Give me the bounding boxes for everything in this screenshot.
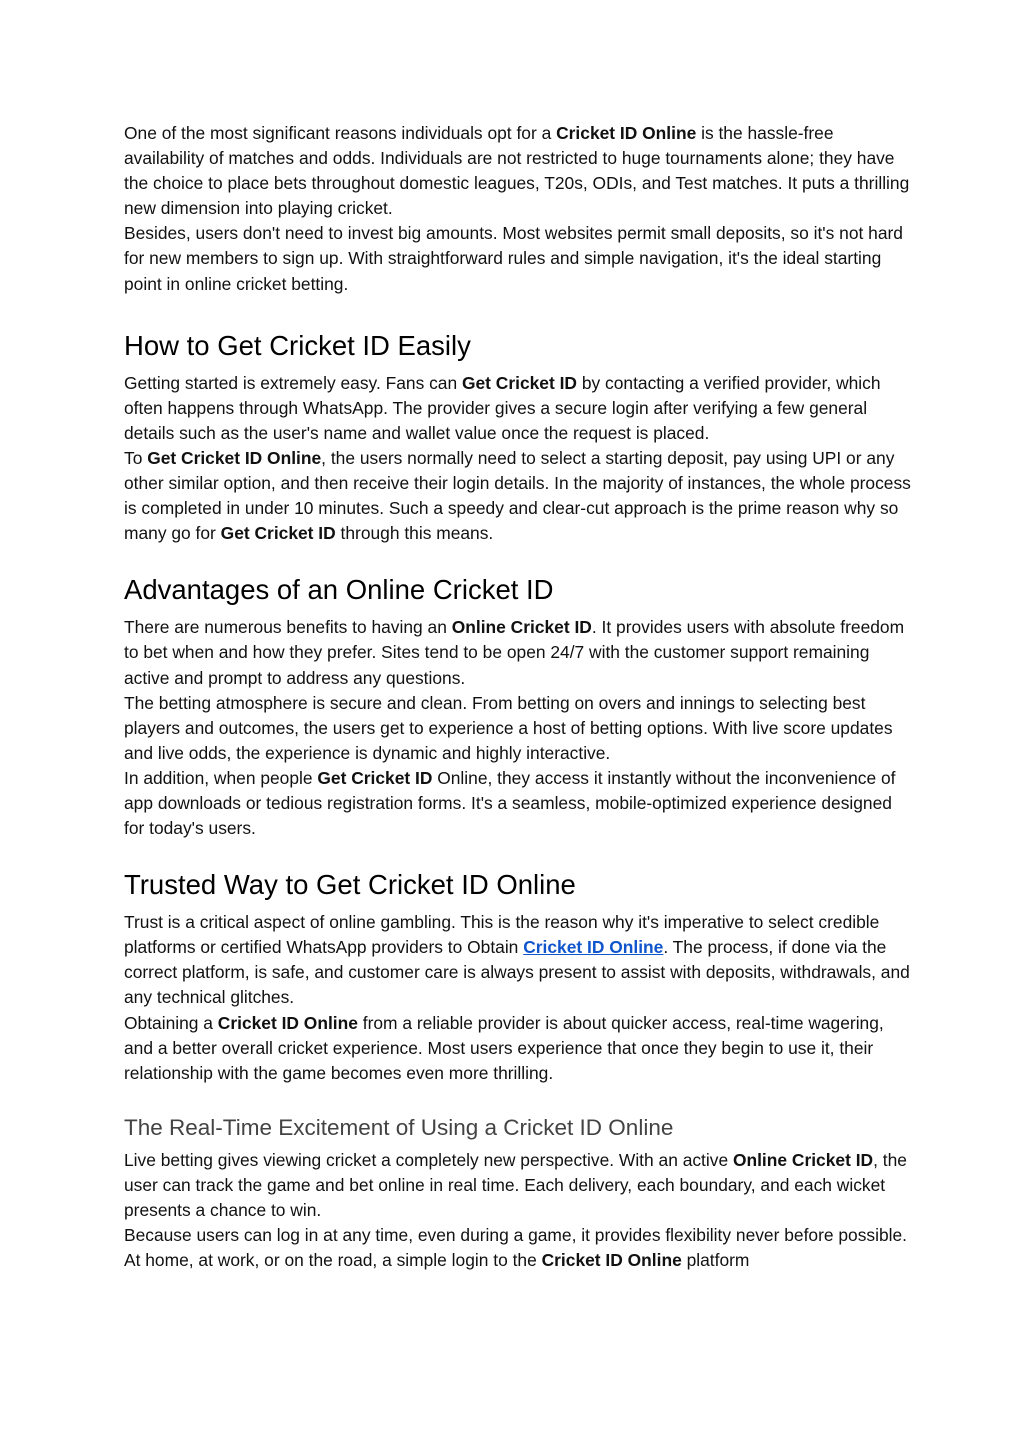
cricket-id-online-link[interactable]: Cricket ID Online: [523, 937, 664, 958]
trusted-way-section: [124, 868, 914, 1086]
paragraph: To Get Cricket ID Online, the users normally need to select a starting deposit, pay using UPI or any other similar option, and then receive their login details. In the majority of instances, the whole process is completed in under 10 minutes. Such a speedy and clear-cut approach is the prime reason why so many go for Get Cricket ID through this means.: [124, 447, 911, 544]
paragraph: Besides, users don't need to invest big amounts. Most websites permit small deposits, so it's not hard for new members to sign up. With straightforward rules and simple navigation, it's the ideal starting point in online cricket betting.: [124, 223, 903, 294]
real-time-section: [124, 1113, 914, 1273]
intro-section: [124, 121, 914, 297]
paragraph: Live betting gives viewing cricket a completely new perspective. With an active Online Cricket ID, the user can track the game and bet online in real time. Each delivery, each boundary, and each wicket presents a chance to win.: [124, 1149, 907, 1220]
how-to-section: [124, 329, 914, 547]
section-heading: How to Get Cricket ID Easily: [124, 329, 471, 361]
paragraph: Obtaining a Cricket ID Online from a reliable provider is about quicker access, real-time wagering, and a better overall cricket experience. Most users experience that once they begin to use it, their relationship with the game becomes even more thrilling.: [124, 1012, 884, 1083]
paragraph: Trust is a critical aspect of online gambling. This is the reason why it's imperative to select credible platforms or certified WhatsApp providers to Obtain Cricket ID Online. The process, if done via the correct platform, is safe, and customer care is always present to assist with deposits, withdrawals, and any technical glitches.: [124, 912, 910, 1008]
paragraph: In addition, when people Get Cricket ID Online, they access it instantly without the inconvenience of app downloads or tedious registration forms. It's a seamless, mobile-optimized experience designed for today's users.: [124, 767, 896, 839]
section-heading: Trusted Way to Get Cricket ID Online: [124, 869, 576, 901]
section-subheading: The Real-Time Excitement of Using a Cricket ID Online: [124, 1114, 674, 1140]
paragraph: One of the most significant reasons individuals opt for a Cricket ID Online is the hassle-free availability of matches and odds. Individuals are not restricted to huge tournaments alone; they have the choice to place bets throughout domestic leagues, T20s, ODIs, and Test matches. It puts a thrilling new dimension into playing cricket.: [124, 123, 910, 219]
advantages-section: [124, 573, 914, 841]
paragraph: The betting atmosphere is secure and clean. From betting on overs and innings to selecting best players and outcomes, the users get to experience a host of betting options. With live score updates and live odds, the experience is dynamic and highly interactive.: [124, 692, 893, 763]
paragraph: There are numerous benefits to having an Online Cricket ID. It provides users with absolute freedom to bet when and how they prefer. Sites tend to be open 24/7 with the customer support remaining active and prompt to address any questions.: [124, 617, 905, 688]
paragraph: Getting started is extremely easy. Fans can Get Cricket ID by contacting a verified provider, which often happens through WhatsApp. The provider gives a secure login after verifying a few general details such as the user's name and wallet value once the request is placed.: [124, 372, 881, 443]
section-heading: Advantages of an Online Cricket ID: [124, 574, 554, 606]
paragraph: Because users can log in at any time, even during a game, it provides flexibility never before possible. At home, at work, or on the road, a simple login to the Cricket ID Online platform: [124, 1225, 908, 1271]
document-page: [124, 121, 914, 1273]
